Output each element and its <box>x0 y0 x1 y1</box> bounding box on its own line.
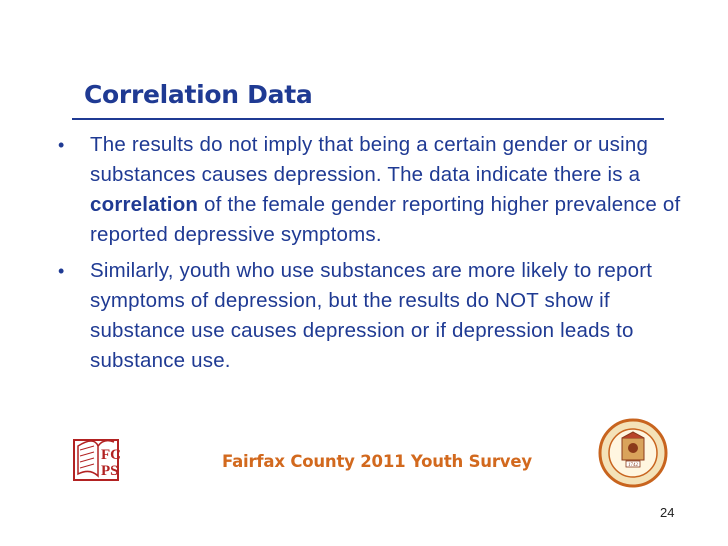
fcps-logo-text-top: FC <box>101 447 121 463</box>
fcps-logo-icon <box>70 430 140 482</box>
seal-year-text: 1742 <box>628 463 638 468</box>
bullet-text-1-after: of the female gender reporting higher prevalence of reported depressive symptoms. <box>90 193 681 246</box>
fcps-logo-text-bottom: PS <box>101 463 119 479</box>
bullet-item <box>56 256 706 376</box>
footer-title: Fairfax County 2011 Youth Survey <box>222 452 532 471</box>
bullet-list <box>56 130 706 376</box>
bullet-text-2: Similarly, youth who use substances are more likely to report symptoms of depression, but the results do NOT show if substance use causes depression or if depression leads to substance use. <box>90 259 653 372</box>
bullet-item <box>56 130 706 250</box>
bullet-text-1-emphasis: correlation <box>90 193 199 216</box>
county-seal-icon <box>598 418 668 488</box>
bullet-dot-icon: • <box>58 135 65 155</box>
slide-title: Correlation Data <box>84 80 313 109</box>
title-underline <box>72 118 664 120</box>
page-number: 24 <box>660 505 675 520</box>
bullet-dot-icon: • <box>58 261 65 281</box>
bullet-text-1-before: The results do not imply that being a certain gender or using substances causes depression. The data indicate there is a <box>90 133 649 186</box>
